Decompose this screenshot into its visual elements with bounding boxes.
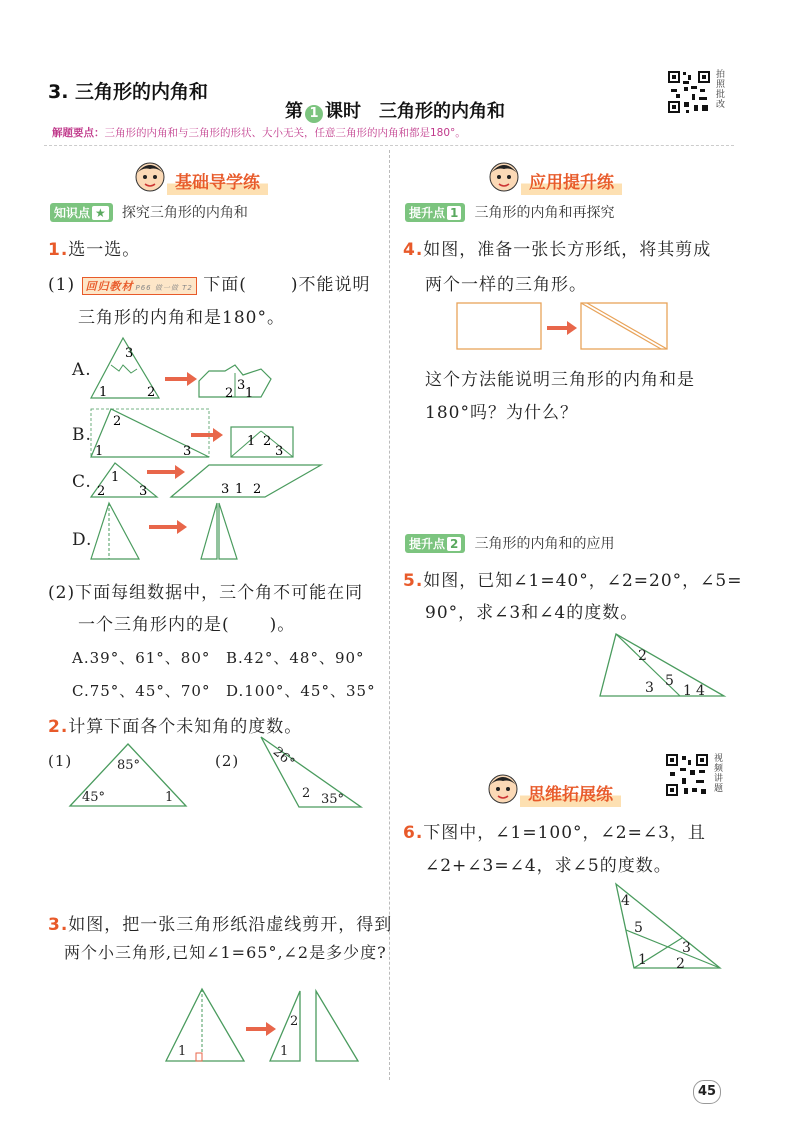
- lesson-heading: [285, 97, 505, 123]
- arrow-icon: [547, 321, 577, 335]
- q3-label-2: 2: [290, 1014, 299, 1029]
- tp2-heading: [405, 533, 614, 553]
- q5-line2: 90°，求∠3和∠4的度数。: [425, 603, 639, 623]
- qr-label-top: 拍照批改: [716, 70, 726, 110]
- banner-basic: 基础导学练: [167, 166, 268, 195]
- mascot-icon: [133, 159, 167, 193]
- tp1-title: 三角形的内角和再探究: [474, 205, 615, 221]
- svg-text:3: 3: [183, 444, 192, 459]
- q2-sub2: (2): [215, 752, 240, 770]
- q4-line1: 4.如图，准备一张长方形纸，将其剪成: [403, 240, 712, 260]
- page-number: 45: [693, 1080, 721, 1104]
- svg-text:1: 1: [245, 386, 254, 401]
- q3-label-1b: 1: [280, 1044, 289, 1059]
- key-text: 三角形的内角和与三角形的形状、大小无关，任意三角形的内角和都是180°。: [104, 127, 466, 139]
- svg-text:2: 2: [263, 434, 272, 449]
- option-b-label: B.: [72, 425, 92, 445]
- option-d-label: D.: [72, 530, 93, 550]
- option-d-triangle: [91, 503, 139, 559]
- qr-label-mid: 视频讲题: [714, 754, 724, 794]
- svg-text:1: 1: [235, 482, 244, 497]
- option-a-label: A.: [72, 360, 92, 380]
- q1-part2-line1: (2)下面每组数据中，三个角不可能在同: [48, 583, 364, 603]
- svg-text:3: 3: [125, 346, 134, 361]
- q2-title: 2.计算下面各个未知角的度数。: [48, 717, 303, 737]
- q2-sub1: (1): [48, 752, 73, 770]
- option-figures: [85, 335, 335, 575]
- tp1-badge: 提升点 1: [405, 203, 465, 222]
- q5-l2: 2: [638, 648, 647, 664]
- q6-l4: 4: [621, 893, 630, 909]
- q5-l5: 5: [665, 673, 674, 689]
- q5-figure: [598, 630, 728, 700]
- q6-line2: ∠2+∠3=∠4，求∠5的度数。: [425, 856, 672, 876]
- q2-t1-left: 45°: [82, 790, 106, 805]
- choice-b: B.42°、48°、90°: [226, 649, 365, 667]
- svg-text:3: 3: [275, 444, 284, 459]
- qr-code-icon: [664, 752, 710, 798]
- choice-c: C.75°、45°、70°: [72, 682, 211, 700]
- return-textbook-tag: 回归教材 P66 做一做 T2: [82, 277, 197, 295]
- mascot-icon: [486, 771, 520, 805]
- q2-t2-mid: 2: [302, 786, 311, 801]
- q3-label-1: 1: [178, 1044, 187, 1059]
- lesson-prefix: 第: [285, 101, 303, 122]
- q2-t2-top: 26°: [269, 744, 298, 771]
- svg-text:2: 2: [253, 482, 262, 497]
- svg-text:2: 2: [147, 385, 156, 400]
- svg-text:1: 1: [99, 385, 108, 400]
- q4-line4: 180°吗？为什么？: [425, 403, 578, 423]
- q6-l3: 3: [682, 940, 691, 956]
- arrow-icon: [246, 1022, 276, 1036]
- q5-line1: 5.如图，已知∠1=40°，∠2=20°，∠5=: [403, 571, 743, 591]
- arrow-icon: [165, 372, 197, 386]
- choice-d: D.100°、45°、35°: [226, 682, 376, 700]
- q4-figure: [455, 300, 670, 352]
- q2-t1-right: 1: [165, 790, 174, 805]
- q6-line1: 6.下图中，∠1=100°，∠2=∠3，且: [403, 823, 706, 843]
- q6-l2: 2: [676, 956, 685, 972]
- chapter-title: 3. 三角形的内角和: [48, 81, 209, 103]
- svg-text:2: 2: [225, 386, 234, 401]
- q6-l1: 1: [638, 952, 647, 968]
- lesson-num-badge: 1: [305, 105, 323, 123]
- option-c-label: C.: [72, 472, 92, 492]
- svg-text:2: 2: [97, 484, 106, 499]
- svg-text:3: 3: [237, 378, 246, 393]
- svg-text:1: 1: [111, 470, 120, 485]
- banner-apply: 应用提升练: [521, 166, 622, 195]
- banner-thinking: 思维拓展练: [520, 778, 621, 807]
- q4-line2: 两个一样的三角形。: [425, 275, 587, 295]
- svg-text:3: 3: [139, 484, 148, 499]
- key-points: [52, 125, 466, 140]
- q3-line1: 3.如图，把一张三角形纸沿虚线剪开，得到: [48, 915, 393, 935]
- q2-t2-right: 35°: [321, 792, 345, 807]
- key-label: 解题要点：: [52, 127, 105, 139]
- q5-l3: 3: [645, 680, 654, 696]
- svg-text:1: 1: [95, 444, 104, 459]
- svg-text:3: 3: [221, 482, 230, 497]
- header-divider: [44, 145, 734, 146]
- q6-l5: 5: [634, 920, 643, 936]
- tp1-heading: [405, 202, 614, 222]
- q1-part2-line2: 一个三角形内的是( )。: [78, 615, 296, 635]
- q3-figure: [160, 985, 370, 1065]
- tp2-badge: 提升点 2: [405, 534, 465, 553]
- q5-l1: 1: [683, 683, 692, 699]
- q5-l4: 4: [696, 683, 705, 699]
- svg-text:2: 2: [113, 414, 122, 429]
- q1-part1-line1: (1) 回归教材 P66 做一做 T2 下面( )不能说明: [48, 275, 371, 295]
- svg-text:1: 1: [247, 434, 256, 449]
- q1-title: 1.选一选。: [48, 240, 141, 260]
- column-divider: [389, 150, 390, 1080]
- tp2-title: 三角形的内角和的应用: [474, 536, 615, 552]
- q2-t1-top: 85°: [117, 758, 141, 773]
- lesson-suffix: 课时: [325, 101, 361, 122]
- q1-part1-line2: 三角形的内角和是180°。: [78, 308, 285, 328]
- lesson-title: 三角形的内角和: [379, 101, 505, 122]
- knowledge-point-heading: [50, 202, 248, 222]
- mascot-icon: [487, 159, 521, 193]
- kp-title: 探究三角形的内角和: [121, 205, 248, 221]
- qr-code-icon: [666, 69, 712, 115]
- kp-badge: 知识点 ★: [50, 203, 113, 222]
- q3-line2: 两个小三角形,已知∠1=65°,∠2是多少度?: [64, 943, 387, 962]
- q4-line3: 这个方法能说明三角形的内角和是: [425, 370, 695, 390]
- choice-a: A.39°、61°、80°: [72, 649, 211, 667]
